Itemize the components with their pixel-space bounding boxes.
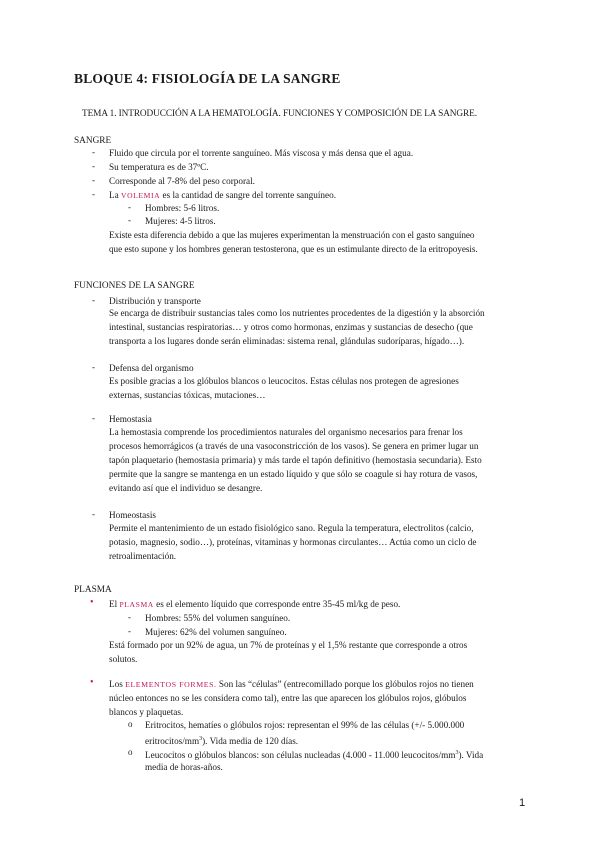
paragraph-line: La hemostasia comprende los procedimientos naturales del organismo necesarios para frenar los xyxy=(109,427,463,437)
document-title: BLOQUE 4: FISIOLOGÍA DE LA SANGRE xyxy=(74,71,341,86)
paragraph-line: Eritrocitos, hematíes o glóbulos rojos: representan el 99% de las células (+/- 5.000.000 xyxy=(145,720,465,730)
paragraph-line: Permite el mantenimiento de un estado fisiológico sano. Regula la temperatura, electrolitos (calcio, xyxy=(109,523,474,533)
paragraph-line: eritrocitos/$mm^3$). Vida media de 120 días. xyxy=(145,736,299,747)
list-dash: - xyxy=(92,509,95,519)
list-item: Corresponde al 7-8% del peso corporal. xyxy=(109,176,255,186)
paragraph-line: potasio, magnesio, sodio…), proteínas, vitaminas y hormonas circulantes… Actúa como un ciclo de xyxy=(109,537,477,547)
paragraph-line: núcleo entonces no se les considera como tal), entre las que aparecen los glóbulos rojos, glóbulos xyxy=(109,693,467,703)
plasma-term: PLASMA xyxy=(119,600,154,609)
paragraph-line: Leucocitos o glóbulos blancos: son células nucleadas (4.000 - 11.000 leucocitos/$mm^3$). Vida xyxy=(145,750,484,761)
list-dash: - xyxy=(92,161,95,171)
plasma-definition: El PLASMA es el elemento líquido que corresponde entre 35-45 ml/kg de peso. xyxy=(109,599,401,609)
list-dash: - xyxy=(92,295,95,305)
list-dash: - xyxy=(92,147,95,157)
circle-bullet: o xyxy=(128,747,133,757)
sub-list-item: Mujeres: 62% del volumen sanguíneo. xyxy=(145,627,287,637)
paragraph-line: externas, sustancias tóxicas, mutaciones… xyxy=(109,390,266,400)
list-dash: - xyxy=(92,362,95,372)
sub-list-dash: - xyxy=(128,202,131,212)
list-dash: - xyxy=(92,175,95,185)
page-number: 1 xyxy=(519,797,526,809)
sub-list-dash: - xyxy=(128,215,131,225)
elementos-formes-line: Los ELEMENTOS FORMES. Son las “células” (entrecomillado porque los glóbulos rojos no tienen xyxy=(109,679,474,689)
sub-list-item: Mujeres: 4-5 litros. xyxy=(145,216,216,226)
paragraph-line: Es posible gracias a los glóbulos blancos o leucocitos. Estas células nos protegen de agresiones xyxy=(109,376,459,386)
paragraph-line: Se encarga de distribuir sustancias tales como los nutrientes procedentes de la digestión y la absorción xyxy=(109,308,485,318)
function-title: Homeostasis xyxy=(109,510,156,520)
paragraph-line: evitando así que el individuo se desangre. xyxy=(109,483,263,493)
function-title: Distribución y transporte xyxy=(109,296,201,306)
sub-list-item: Hombres: 55% del volumen sanguíneo. xyxy=(145,613,291,623)
paragraph-line: blancos y plaquetas. xyxy=(109,707,184,717)
list-item-volemia: La VOLEMIA es la cantidad de sangre del torrente sanguíneo. xyxy=(109,190,336,200)
paragraph-line: permite que la sangre se mantenga en un estado líquido y que sólo se coagule si hay rotura de vasos, xyxy=(109,469,478,479)
circle-bullet: o xyxy=(128,719,133,729)
list-item: Fluido que circula por el torrente sanguíneo. Más viscosa y más densa que el agua. xyxy=(109,148,414,158)
function-title: Defensa del organismo xyxy=(109,363,194,373)
paragraph-line: que esto supone y los hombres generan testosterona, que es un estimulante directo de la eritropoyesis. xyxy=(109,244,478,254)
paragraph-line: tapón plaquetario (hemostasia primaria) y más tarde el tapón definitivo (hemostasia secundaria). Esto xyxy=(109,455,482,465)
list-item: Su temperatura es de 37ºC. xyxy=(109,162,209,172)
function-title: Hemostasia xyxy=(109,414,152,424)
paragraph-line: Existe esta diferencia debido a que las mujeres experimentan la menstruación con el gasto sanguíneo xyxy=(109,230,475,240)
bullet-dot: • xyxy=(90,597,94,608)
document-subtitle: TEMA 1. INTRODUCCIÓN A LA HEMATOLOGÍA. FUNCIONES Y COMPOSICIÓN DE LA SANGRE. xyxy=(82,109,477,119)
volemia-term: VOLEMIA xyxy=(121,191,161,200)
bullet-dot: • xyxy=(90,677,94,688)
sub-list-dash: - xyxy=(128,626,131,636)
sub-list-dash: - xyxy=(128,612,131,622)
paragraph-line: retroalimentación. xyxy=(109,551,177,561)
paragraph-line: media de horas-años. xyxy=(145,762,223,772)
list-dash: - xyxy=(92,189,95,199)
elementos-formes-term: ELEMENTOS FORMES. xyxy=(125,680,217,689)
section-heading-funciones: FUNCIONES DE LA SANGRE xyxy=(74,281,195,291)
sub-list-item: Hombres: 5-6 litros. xyxy=(145,203,220,213)
section-heading-sangre: SANGRE xyxy=(74,136,112,146)
paragraph-line: solutos. xyxy=(109,654,138,664)
paragraph-line: intestinal, sustancias respiratorias… y otros como hormonas, enzimas y sustancias de desecho (que xyxy=(109,322,473,332)
list-dash: - xyxy=(92,413,95,423)
paragraph-line: procesos hemorrágicos (a través de una vasoconstricción de los vasos). Se genera en primer lugar un xyxy=(109,441,479,451)
paragraph-line: transporta a los lugares donde serán eliminadas: sistema renal, glándulas sudoríparas, hígado…). xyxy=(109,336,465,346)
section-heading-plasma: PLASMA xyxy=(74,585,112,595)
paragraph-line: Está formado por un 92% de agua, un 7% de proteínas y el 1,5% restante que corresponde a otros xyxy=(109,640,468,650)
